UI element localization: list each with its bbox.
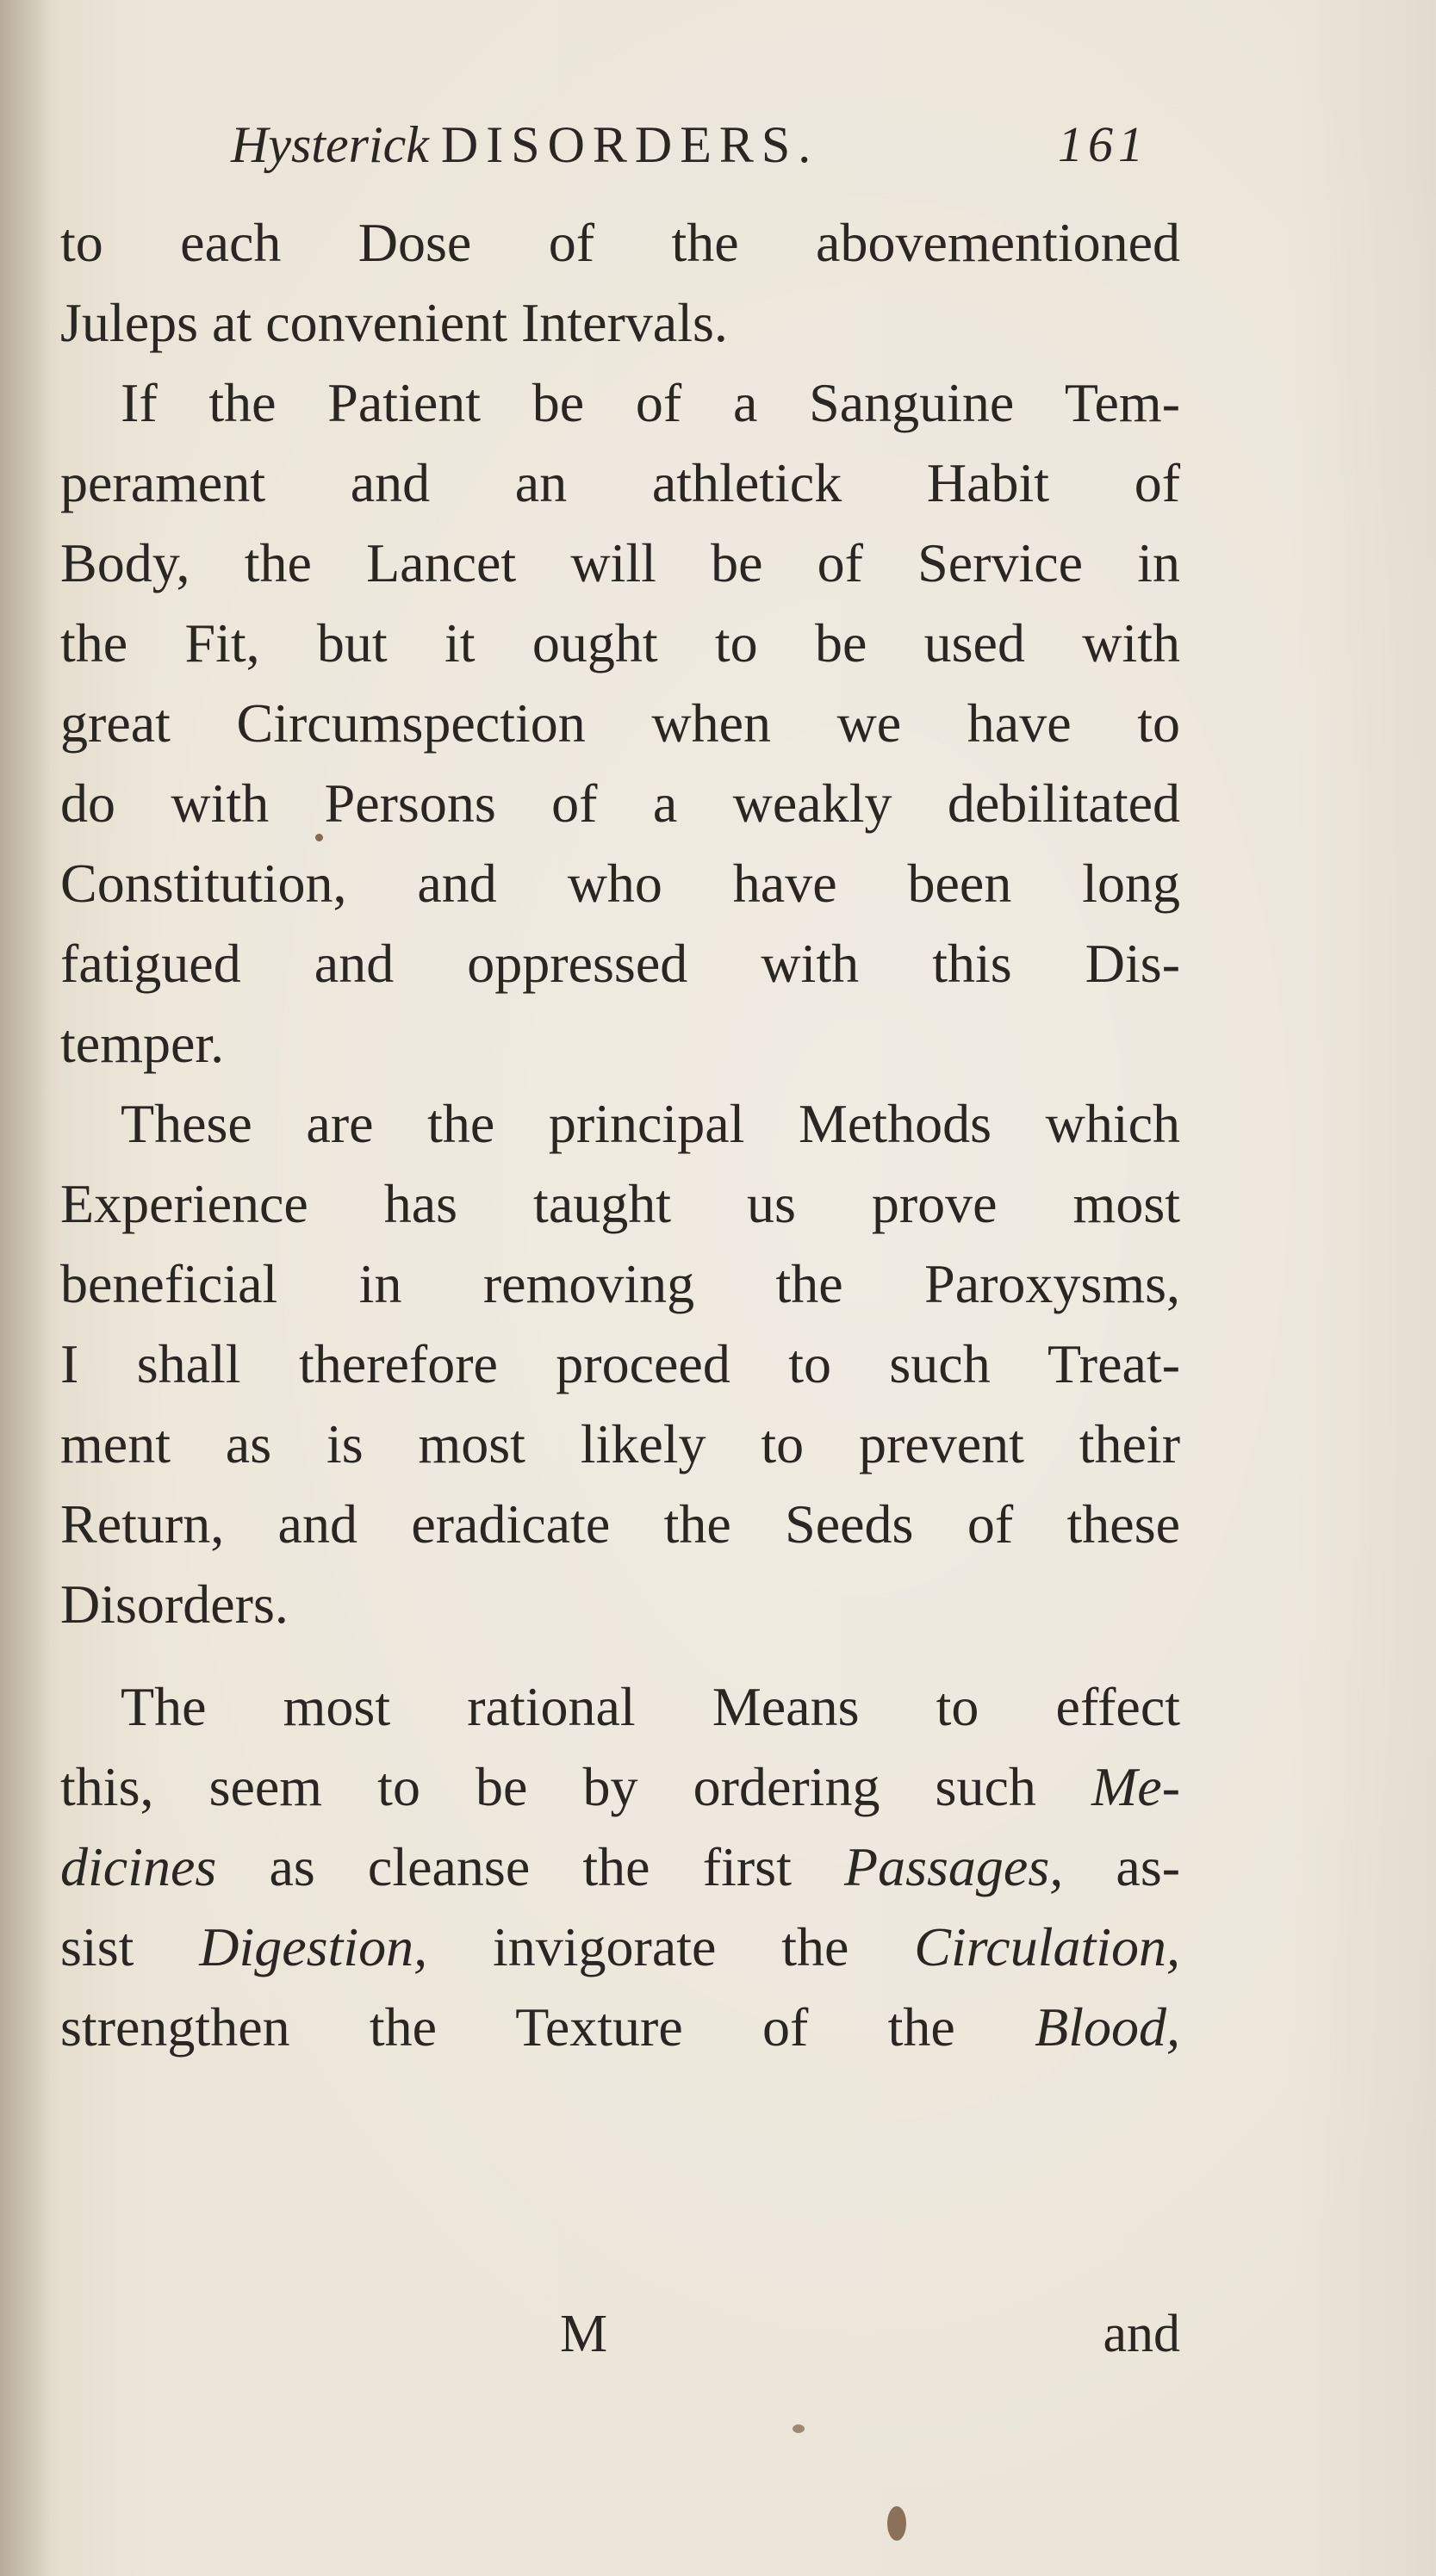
ink-speck bbox=[315, 834, 323, 841]
text-segment: invigorate the bbox=[492, 1916, 849, 1977]
ink-speck bbox=[887, 2506, 906, 2541]
text-line: If the Patient be of a Sanguine Tem- bbox=[121, 372, 1180, 433]
text-line: fatigued and oppressed with this Dis- bbox=[60, 933, 1180, 994]
text-line bbox=[60, 1827, 1180, 1907]
text-segment: as- bbox=[1116, 1836, 1181, 1897]
text-line: ment as is most likely to prevent their bbox=[60, 1413, 1180, 1474]
running-title-italic: Hysterick bbox=[231, 116, 429, 173]
text-line: The most rational Means to effect bbox=[121, 1676, 1180, 1737]
text-line: Experience has taught us prove most bbox=[60, 1173, 1180, 1234]
text-segment-italic: Digestion, bbox=[199, 1916, 428, 1977]
ink-speck bbox=[793, 2424, 805, 2433]
text-line bbox=[60, 1747, 1180, 1827]
text-segment: as cleanse the first bbox=[269, 1836, 792, 1897]
text-line: temper. bbox=[60, 1013, 225, 1074]
body-text bbox=[60, 202, 1180, 2067]
text-segment-italic: Circulation, bbox=[914, 1916, 1181, 1977]
text-line: do with Persons of a weakly debilitated bbox=[60, 773, 1180, 834]
text-line: the Fit, but it ought to be used with bbox=[60, 612, 1180, 673]
text-segment: sist bbox=[60, 1916, 134, 1977]
text-line: Body, the Lancet will be of Service in bbox=[60, 532, 1180, 593]
text-line: Return, and eradicate the Seeds of these bbox=[60, 1493, 1180, 1555]
running-header bbox=[59, 110, 1178, 179]
gutter-shadow bbox=[0, 0, 52, 2576]
text-line: Constitution, and who have been long bbox=[60, 853, 1180, 914]
signature-mark: M bbox=[560, 2305, 608, 2363]
catchword: and bbox=[1103, 2305, 1180, 2363]
page-number: 161 bbox=[1058, 116, 1148, 172]
running-title bbox=[231, 110, 818, 179]
text-line bbox=[60, 1907, 1180, 1987]
text-line: great Circumspection when we have to bbox=[60, 692, 1180, 754]
page-footer bbox=[60, 2291, 1180, 2377]
text-segment-italic: Blood, bbox=[1035, 1996, 1181, 2058]
text-segment: this, seem to be by ordering such bbox=[60, 1756, 1036, 1817]
text-line: perament and an athletick Habit of bbox=[60, 452, 1180, 513]
text-line: to each Dose of the abovementioned bbox=[60, 212, 1180, 273]
text-line: I shall therefore proceed to such Treat- bbox=[60, 1333, 1180, 1394]
text-segment-italic: Passages, bbox=[844, 1836, 1064, 1897]
text-line: beneficial in removing the Paroxysms, bbox=[60, 1253, 1180, 1314]
text-segment: strengthen the Texture of the bbox=[60, 1996, 955, 2058]
text-line: These are the principal Methods which bbox=[121, 1093, 1180, 1154]
text-line: Disorders. bbox=[60, 1574, 289, 1635]
running-title-caps: DISORDERS. bbox=[440, 116, 819, 173]
text-segment-italic: dicines bbox=[60, 1836, 217, 1897]
text-line: Juleps at convenient Intervals. bbox=[60, 292, 728, 353]
text-segment-italic: Me- bbox=[1091, 1756, 1181, 1817]
text-line bbox=[60, 1987, 1180, 2067]
